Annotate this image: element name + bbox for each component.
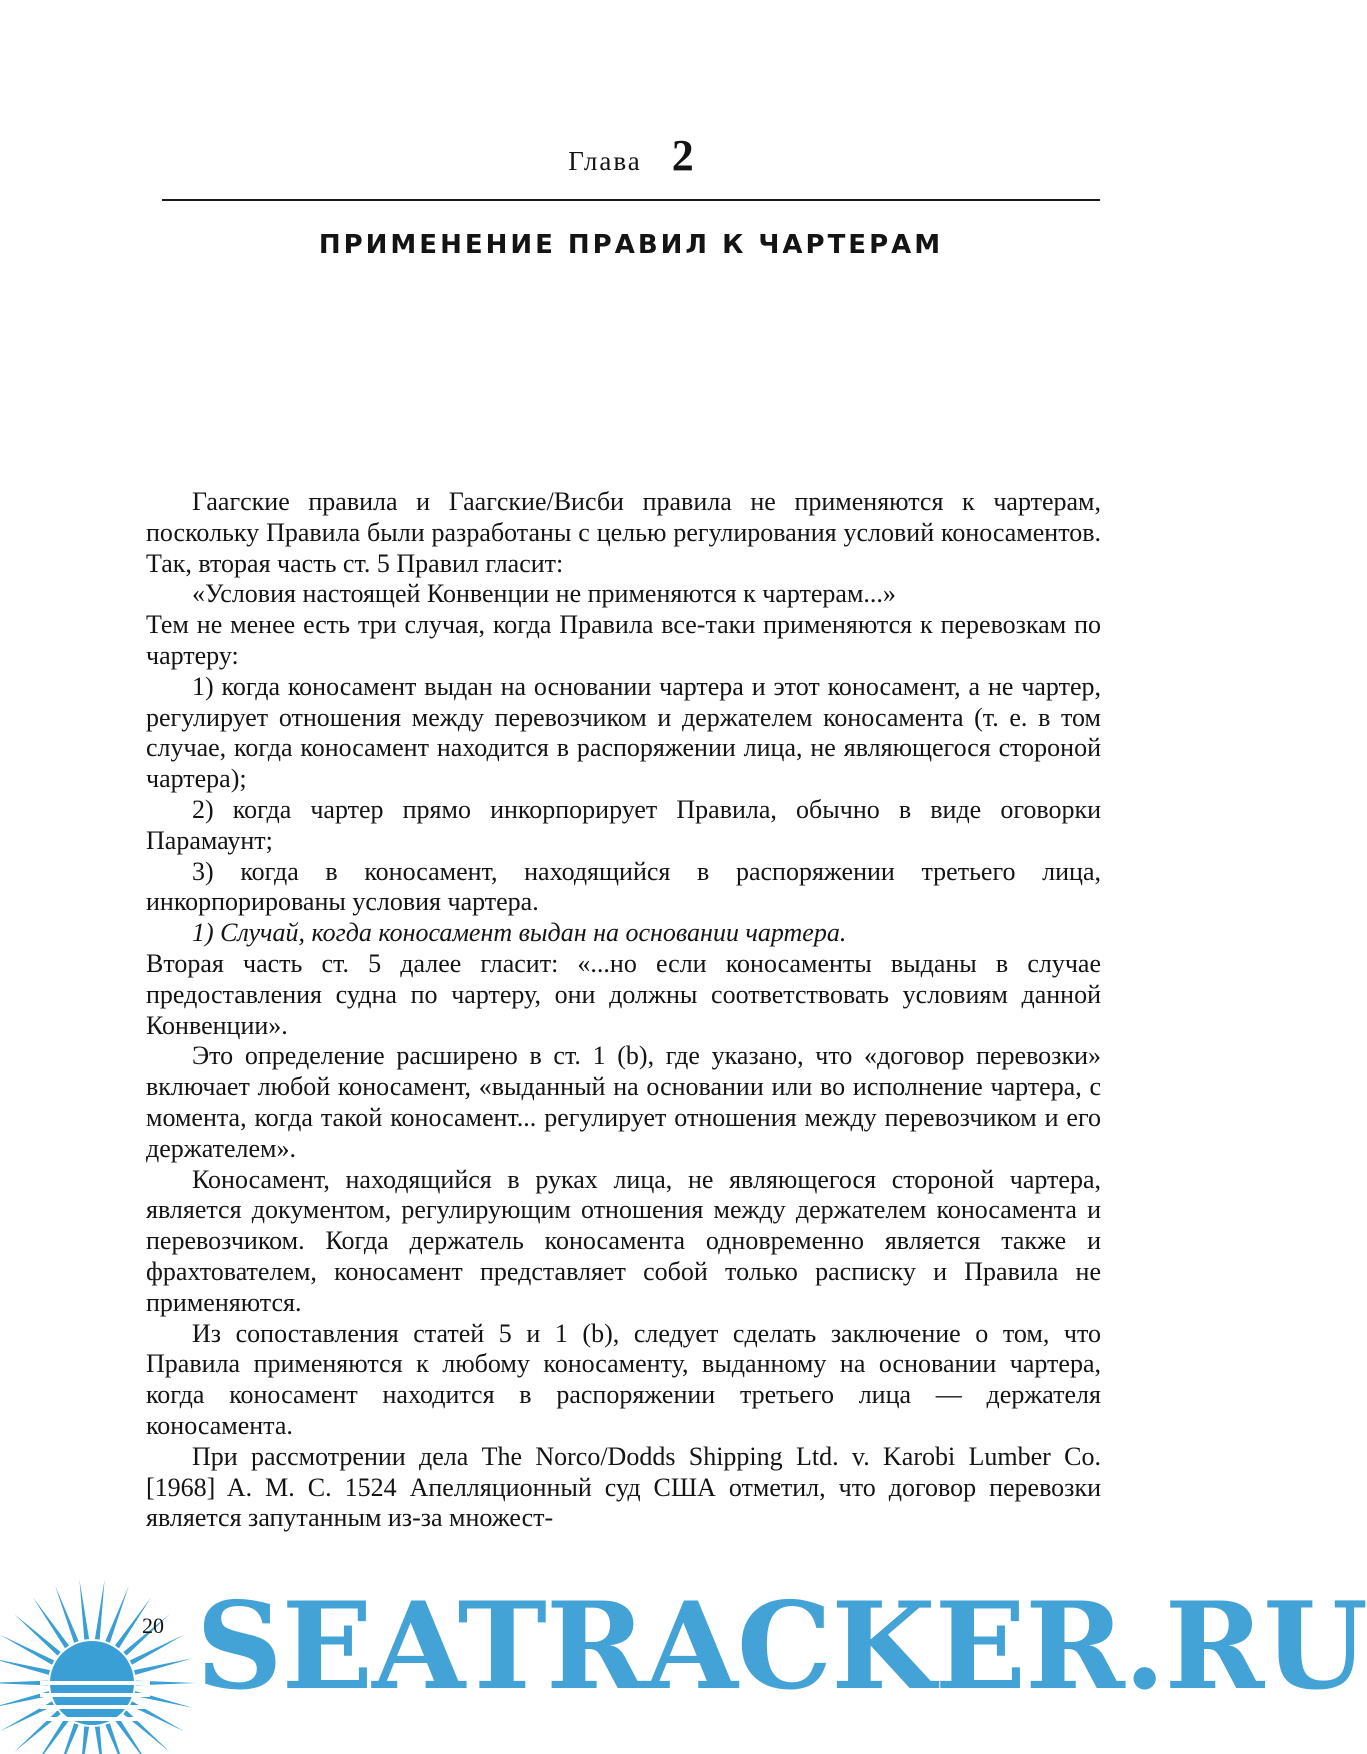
chapter-title: ПРИМЕНЕНИЕ ПРАВИЛ К ЧАРТЕРАМ: [318, 230, 944, 260]
sun-ray: [105, 1723, 129, 1754]
quote-paragraph: «Условия настоящей Конвенции не применяются к чартерам...»: [192, 579, 896, 609]
sun-ray: [123, 1710, 170, 1752]
paragraph: Гаагские правила и Гаагские/Висби правила не применяются к чартерам, поскольку Правила были разработаны с целью регулирования условий коносаментов. Так, вторая часть ст. 5 Правил гласит:: [146, 487, 1101, 578]
paragraph: При рассмотрении дела The Norco/Dodds Shipping Ltd. v. Karobi Lumber Co. [1968] A. M. C. 1524 Апелляционный суд США отметил, что договор перевозки является запутанным из-за множест-: [146, 1441, 1101, 1533]
list-item: 1) когда коносамент выдан на основании чартера и этот коносамент, а не чартер, регулирует отношения между перевозчиком и держателем коносамента (т. е. в том случае, когда коносамент находится в распоряжении лица, не являющегося стороной чартера);: [146, 671, 1101, 794]
page-number: 20: [142, 1613, 164, 1638]
paragraph: Это определение расширено в ст. 1 (b), где указано, что «договор перевозки» включает любой коносамент, «выданный на основании или во исполнение чартера, с момента, когда такой коносамент... регулирует отношения между перевозчиком и его держателем».: [146, 1041, 1101, 1163]
watermark: [0, 1565, 1367, 1754]
sun-ray: [79, 1726, 89, 1754]
list-item: 3) когда в коносамент, находящийся в распоряжении третьего лица, инкорпорированы условия чартера.: [146, 856, 1101, 917]
sun-ray: [0, 1658, 50, 1675]
sun-ray: [33, 1718, 69, 1754]
paragraph: Коносамент, находящийся в руках лица, не являющегося стороной чартера, является документом, регулирующим отношения между держателем коносамента и перевозчиком. Когда держатель коносамента одновременно является также и фрахтователем, коносамент представляет собой только расписку и Правила не применяются.: [146, 1164, 1101, 1317]
sun-ray: [33, 1597, 69, 1648]
chapter-label: Глава: [568, 146, 642, 176]
sun-ray: [14, 1614, 61, 1656]
chapter-number: 2: [671, 131, 694, 180]
body-text: [146, 487, 1101, 1534]
sun-ray: [95, 1726, 105, 1754]
sun-ray: [79, 1580, 89, 1640]
sun-ray: [130, 1635, 184, 1665]
list-item: 2) когда чартер прямо инкорпорирует Правила, обычно в виде оговорки Парамаунт;: [146, 794, 1101, 855]
chapter-header: [162, 130, 1100, 181]
sun-ray: [115, 1718, 151, 1754]
watermark-text: SEATRACKER.RU: [196, 1576, 1367, 1717]
section-heading: [146, 918, 1101, 949]
sun-ray: [55, 1723, 79, 1754]
italic-heading: 1) Случай, когда коносамент выдан на основании чартера.: [192, 918, 847, 948]
paragraph: Из сопоставления статей 5 и 1 (b), следует сделать заключение о том, что Правила применяются к любому коносаменту, выданному на основании чартера, когда коносамент находится в распоряжении третьего лица — держателя коносамента.: [146, 1318, 1101, 1440]
sun-burst-icon: [0, 1565, 200, 1754]
header-rule: [162, 199, 1100, 201]
paragraph: Тем не менее есть три случая, когда Правила все-таки применяются к перевозкам по чартеру:: [146, 610, 1101, 670]
sun-ray: [134, 1658, 193, 1675]
sun-ray: [0, 1635, 54, 1665]
paragraph: Вторая часть ст. 5 далее гласит: «...но если коносаменты выданы в случае предоставления судна по чартеру, они должны соответствовать условиям данной Конвенции».: [146, 948, 1101, 1040]
sun-ray: [95, 1580, 105, 1640]
sun-ray: [14, 1710, 61, 1752]
